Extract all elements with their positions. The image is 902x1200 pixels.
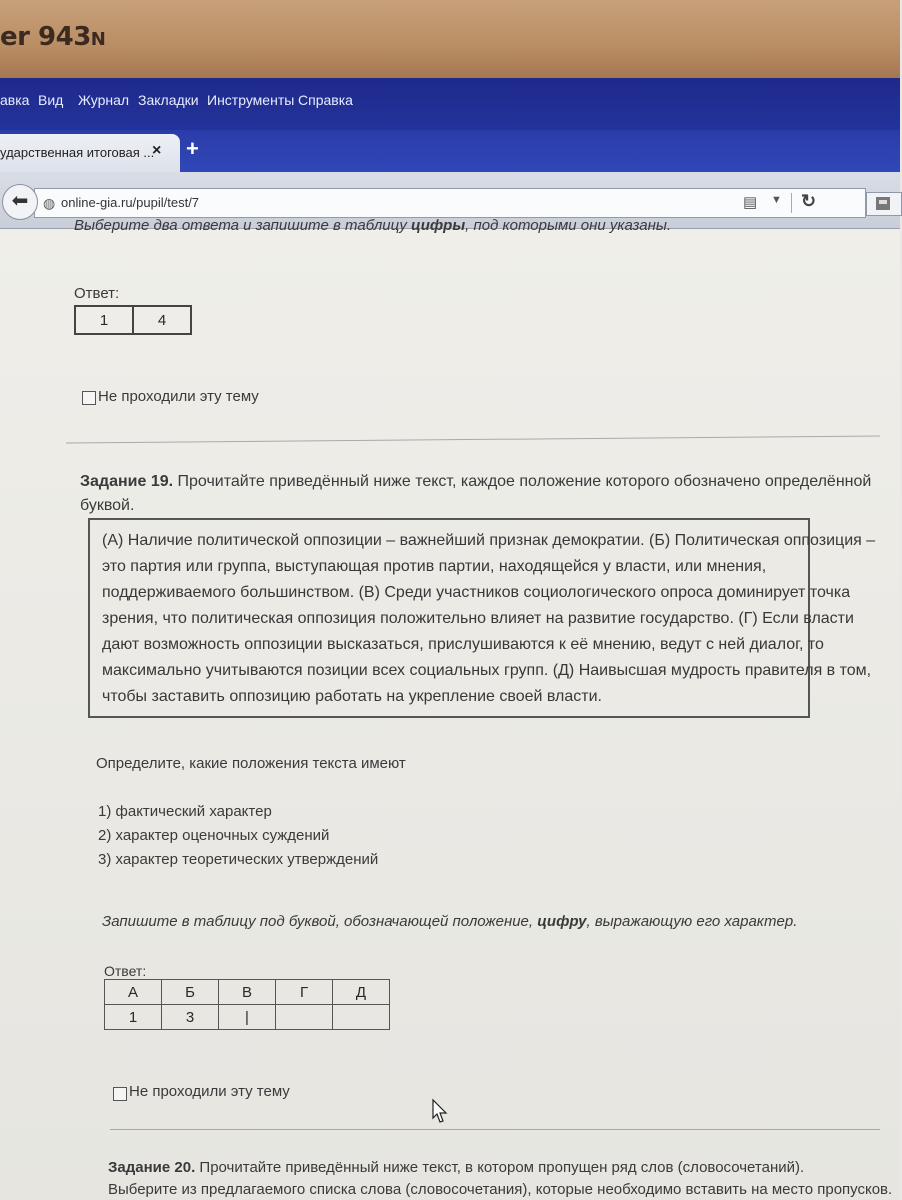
q19-text-line: поддерживаемого большинством. (В) Среди участников социологического опроса доминирует точка (102, 584, 851, 601)
q18-answer-cell-1[interactable]: 1 (75, 306, 133, 334)
page-content (0, 217, 900, 1200)
q19-answer-cell-b[interactable]: 3 (162, 1005, 219, 1030)
tab-active[interactable] (0, 134, 180, 172)
q19-header-v: В (219, 980, 276, 1005)
q19-text-line: зрения, что политическая оппозиция положительно влияет на развитие государство. (Г) Если власти (102, 610, 854, 627)
browser-menubar (0, 78, 900, 130)
q19-skip-checkbox[interactable] (113, 1087, 127, 1101)
q19-answer-cell-d[interactable] (333, 1005, 390, 1030)
menu-item-help[interactable]: Справка (298, 92, 353, 108)
q19-text-box (88, 518, 876, 718)
q19-prompt-line2: буквой. (80, 497, 135, 514)
q19-option-1: 1) фактический характер (98, 803, 272, 820)
q18-answer-cell-2[interactable]: 4 (133, 306, 191, 334)
q19-answer-cell-g[interactable] (276, 1005, 333, 1030)
menu-item-history[interactable]: Журнал (78, 92, 130, 108)
q18-instruction: Выберите два ответа и запишите в таблицу цифры, под которыми они указаны. (74, 217, 672, 234)
q19-header-d: Д (333, 980, 390, 1005)
bookmark-icon (874, 195, 894, 213)
q19-text-line: дают возможность оппозиции высказаться, прислушиваются к её мнению, ведут с ней диалог, то (102, 636, 824, 653)
q19-text-line: максимально учитываются позиции всех социальных групп. (Д) Наивысшая мудрость правителя в том, (102, 662, 872, 679)
q19-answer-cell-a[interactable]: 1 (105, 1005, 162, 1030)
q19-header-g: Г (276, 980, 333, 1005)
menu-item-view[interactable]: Вид (38, 92, 64, 108)
reload-icon[interactable]: ↻ (801, 191, 817, 211)
menu-item-tools[interactable]: Инструменты (207, 92, 295, 108)
q19-prompt-line1: Задание 19. Прочитайте приведённый ниже текст, каждое положение которого обозначено определённой (80, 473, 872, 490)
q18-answer-table (74, 305, 192, 335)
q19-text-line: это партия или группа, выступающая против партии, находящейся у власти, или мнения, (102, 558, 767, 575)
q19-question: Определите, какие положения текста имеют (96, 755, 406, 772)
q19-text-line: чтобы заставить оппозицию работать на укрепление своей власти. (102, 688, 602, 705)
menu-item-edit[interactable]: авка (0, 92, 30, 108)
q19-answer-table (104, 979, 390, 1030)
q19-text-line: (А) Наличие политической оппозиции – важнейший признак демократии. (Б) Политическая оппозиция – (102, 532, 876, 549)
divider (110, 1129, 880, 1130)
q19-instruction: Запишите в таблицу под буквой, обозначающей положение, цифру, выражающую его характер. (102, 913, 798, 930)
monitor-bezel (0, 0, 900, 80)
mouse-cursor-icon (432, 1099, 448, 1125)
q19-option-3: 3) характер теоретических утверждений (98, 851, 379, 868)
chevron-down-icon[interactable]: ▼ (771, 194, 782, 206)
q19-answer-label: Ответ: (104, 963, 147, 979)
url-bar[interactable] (34, 188, 866, 218)
q18-answer-label: Ответ: (74, 285, 120, 302)
q19-skip-label: Не проходили эту тему (129, 1083, 290, 1100)
back-button[interactable] (2, 184, 38, 220)
url-divider (791, 193, 792, 213)
q19-header-b: Б (162, 980, 219, 1005)
url-text[interactable]: online-gia.ru/pupil/test/7 (61, 195, 200, 210)
q20-prompt-line1: Задание 20. Прочитайте приведённый ниже текст, в котором пропущен ряд слов (словосочетаний). (108, 1159, 805, 1176)
q19-header-a: А (105, 980, 162, 1005)
bookmark-button[interactable] (866, 192, 902, 216)
tab-title: ударственная итоговая ... (0, 145, 155, 160)
q20-prompt-line2: Выберите из предлагаемого списка слова (словосочетания), которые необходимо вставить на место пропусков. (108, 1181, 893, 1198)
q20-heading: Задание 20. (108, 1159, 196, 1176)
q19-answer-cell-v[interactable]: | (219, 1005, 276, 1030)
divider (66, 435, 880, 443)
q19-heading: Задание 19. (80, 473, 174, 490)
monitor-brand-label: er 943N (0, 22, 106, 52)
q18-skip-checkbox[interactable] (82, 391, 96, 405)
globe-icon: ◍ (43, 195, 56, 211)
q19-option-2: 2) характер оценочных суждений (98, 827, 330, 844)
reader-icon[interactable]: ▤ (743, 194, 758, 211)
browser-tabbar (0, 130, 900, 172)
q18-skip-label: Не проходили эту тему (98, 388, 259, 405)
menu-item-bookmarks[interactable]: Закладки (138, 92, 199, 108)
new-tab-icon[interactable]: + (186, 136, 199, 161)
arrow-left-icon: ⬅ (11, 190, 29, 212)
close-tab-icon[interactable]: × (152, 142, 162, 159)
